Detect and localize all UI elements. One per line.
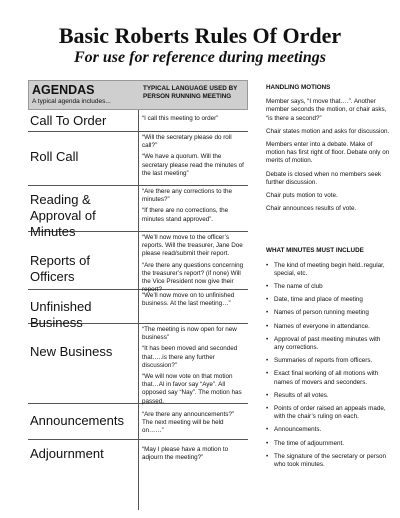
language-line: “We will now vote on that motion that…Al in favor say “Aye”. All opposed say “Nay”. The motion has passed.: [142, 373, 242, 405]
agenda-row: [28, 110, 248, 132]
page-title: Basic Roberts Rules Of Order: [58, 23, 342, 48]
minutes-item: • Approval of past meeting minutes with any corrections.: [266, 336, 392, 352]
right-column: [266, 84, 392, 474]
language-line: “May I please have a motion to adjourn the meeting?”: [142, 446, 229, 462]
agenda-table: [28, 80, 248, 510]
agenda-item-name: Roll Call: [30, 149, 79, 164]
agenda-item-name: Announcements: [30, 413, 124, 428]
minutes-item: • Points of order raised an appeals made, with the chair’s ruling on each.: [266, 405, 392, 421]
agenda-item-language: [142, 234, 246, 297]
language-heading: TYPICAL LANGUAGE USED BY PERSON RUNNING MEETING: [143, 85, 238, 100]
agenda-item-name: Reading & Approval of Minutes: [30, 192, 96, 239]
agenda-heading: AGENDAS: [32, 83, 95, 97]
motions-paragraph: Member says, “I move that….”. Another member seconds the motion, or chair asks, “is there a second?”: [266, 98, 387, 122]
agenda-item-name: Reports of Officers: [30, 253, 90, 284]
language-line: “We have a quorum. Will the secretary please read the minutes of the last meeting”: [142, 153, 244, 177]
motions-paragraph: Members enter into a debate. Make of motion has first right of floor. Debate only on merits of motion.: [266, 141, 390, 165]
motions-paragraph: Debate is closed when no members seek further discussion.: [266, 170, 382, 186]
minutes-item: • The time of adjournment.: [266, 440, 392, 448]
minutes-list: [266, 262, 392, 470]
agenda-header: [28, 80, 248, 110]
agenda-row: [28, 440, 248, 474]
agenda-row: [28, 404, 248, 440]
agenda-row: [28, 132, 248, 186]
minutes-item: • Announcements.: [266, 426, 392, 434]
agenda-item-name: Adjournment: [30, 446, 104, 461]
language-line: “Are there any announcements?” The next meeting will be held on……”: [142, 411, 235, 435]
minutes-item: • The signature of the secretary or person who took minutes.: [266, 453, 392, 469]
minutes-item: • Summaries of reports from officers.: [266, 357, 392, 365]
minutes-item: • Exact final working of all motions with names of movers and seconders.: [266, 370, 392, 386]
language-line: “Are there any questions concerning the treasurer’s report? (if none) Will the Vice President now give their report?: [142, 261, 244, 294]
motions-paragraph: Chair states motion and asks for discussion.: [266, 127, 390, 135]
page-subtitle: For use for reference during meetings: [74, 49, 326, 66]
agenda-item-language: [142, 326, 246, 409]
agenda-row: [28, 232, 248, 294]
agenda-item-language: [142, 115, 246, 126]
agenda-item-language: [142, 446, 246, 465]
agenda-subheading: A typical agenda includes...: [32, 98, 111, 105]
language-line: “Are there any corrections to the minutes?”: [142, 188, 232, 204]
motions-heading: HANDLING MOTIONS: [266, 84, 331, 91]
agenda-item-name: Unfinished Business: [30, 299, 92, 330]
language-line: “The meeting is now open for new business”: [142, 326, 237, 342]
agenda-item-language: [142, 411, 246, 439]
language-line: “If there are no corrections, the minutes stand approved”.: [142, 207, 229, 223]
language-line: “We’ll now move to the officer’s reports. Will the treasurer, Jane Doe please read/submit their report.: [142, 234, 243, 258]
minutes-item: • Names of everyone in attendance.: [266, 323, 392, 331]
agenda-item-language: [142, 292, 246, 311]
agenda-item-language: [142, 188, 246, 227]
agenda-row: [28, 186, 248, 239]
minutes-item: • Date, time and place of meeting: [266, 296, 392, 304]
minutes-item: • The name of club: [266, 283, 392, 291]
agenda-item-name: New Business: [30, 344, 113, 359]
minutes-item: • Results of all votes.: [266, 392, 392, 400]
agenda-row: [28, 290, 248, 330]
minutes-item: • The kind of meeting begin held..regular, special, etc.: [266, 262, 392, 278]
agenda-item-name: Call To Order: [30, 113, 107, 128]
language-line: “We’ll now move on to unfinished business. At the last meeting…”: [142, 292, 235, 308]
language-line: “I call this meeting to order”: [142, 115, 219, 122]
language-line: “It has been moved and seconded that…..is there any further discussion?”: [142, 345, 238, 369]
agenda-row: [28, 324, 248, 404]
minutes-item: • Names of person running meeting: [266, 309, 392, 317]
agenda-item-language: [142, 134, 246, 181]
motions-paragraph: Chair puts motion to vote.: [266, 192, 338, 200]
minutes-heading: WHAT MINUTES MUST INCLUDE: [266, 247, 364, 255]
language-line: “Will the secretary please do roll call?”: [142, 134, 232, 150]
motions-paragraph: Chair announces results of vote.: [266, 205, 357, 213]
